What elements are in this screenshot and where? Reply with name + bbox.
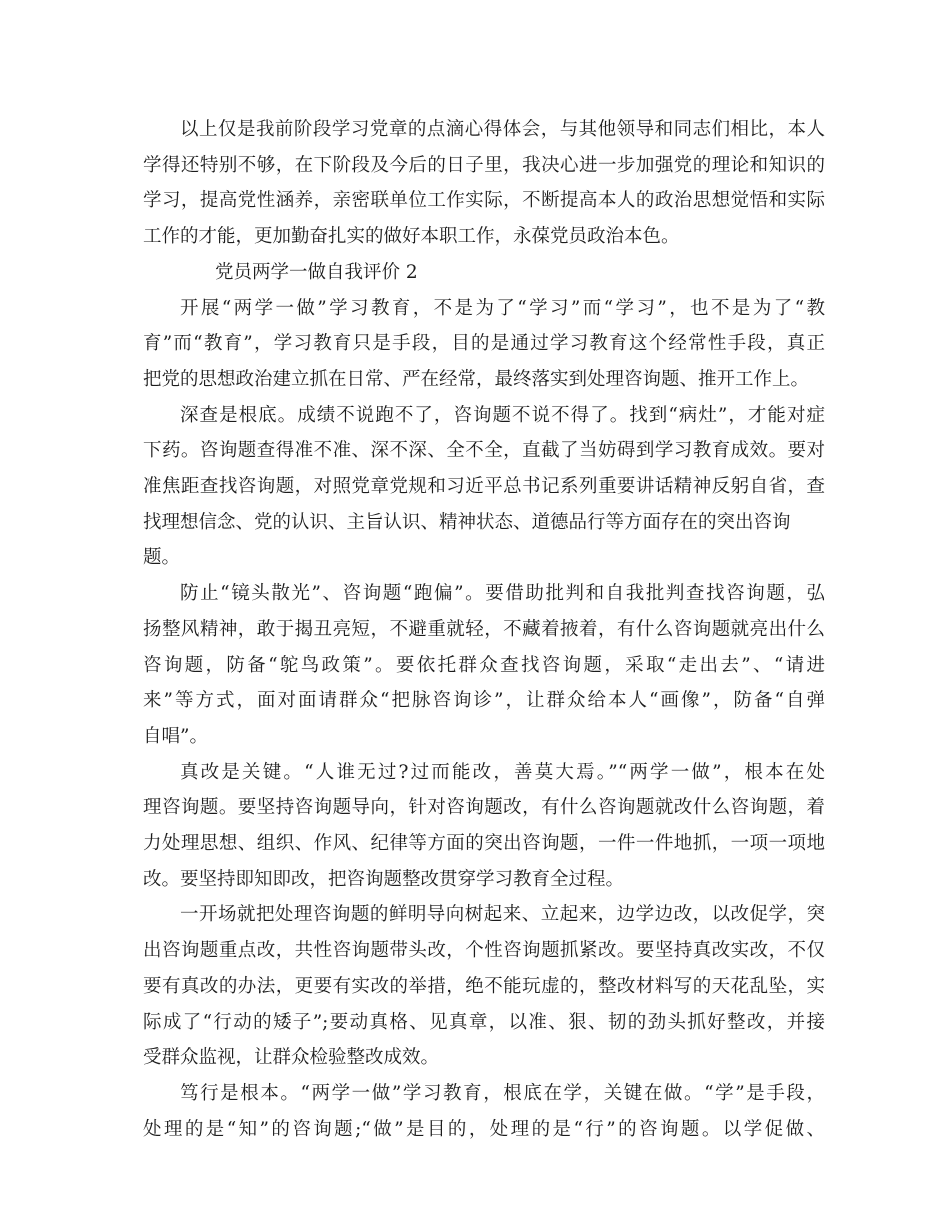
paragraph [143,576,825,755]
paragraph [143,1076,825,1147]
paragraph-line: 际成了“行动的矮子”;要动真格、见真章，以准、狠、韧的劲头抓好整改，并接 [143,1011,825,1033]
paragraph-line: 真改是关键。“人谁无过?过而能改，善莫大焉。”“两学一做”，根本在处 [180,761,825,783]
paragraph-line: 笃行是根本。“两学一做”学习教育，根底在学，关键在做。“学”是手段， [180,1082,825,1104]
paragraph [143,291,825,398]
paragraph-line: 深查是根底。成绩不说跑不了，咨询题不说不得了。找到“病灶”，才能对症 [180,404,825,426]
paragraph-line: 下药。咨询题查得准不准、深不深、全不全，直截了当妨碍到学习教育成效。要对 [143,440,825,462]
paragraph-line: 咨询题，防备“鸵鸟政策”。要依托群众查找咨询题，采取“走出去”、“请进 [143,654,825,676]
paragraph [143,112,825,255]
paragraph-line: 把党的思想政治建立抓在日常、严在经常，最终落实到处理咨询题、推开工作上。 [143,368,810,390]
paragraph-line: 防止“镜头散光”、咨询题“跑偏”。要借助批判和自我批判查找咨询题，弘 [180,583,825,605]
paragraph-line: 准焦距查找咨询题，对照党章党规和习近平总书记系列重要讲话精神反躬自省，查 [143,476,825,498]
paragraph-line: 找理想信念、党的认识、主旨认识、精神状态、道德品行等方面存在的突出咨询题。 [143,511,791,569]
paragraph-line: 力处理思想、组织、作风、纪律等方面的突出咨询题，一件一件地抓，一项一项地 [143,833,825,855]
document-body [143,112,825,1147]
paragraph-line: 学得还特别不够，在下阶段及今后的日子里，我决心进一步加强党的理论和知识的 [143,154,825,176]
paragraph [143,755,825,898]
paragraph-line: 来”等方式，面对面请群众“把脉咨询诊”，让群众给本人“画像”，防备“自弹 [143,690,825,712]
paragraph-line: 处理的是“知”的咨询题;“做”是目的，处理的是“行”的咨询题。以学促做、 [143,1118,825,1140]
paragraph-line: 扬整风精神，敢于揭丑亮短，不避重就轻，不藏着掖着，有什么咨询题就亮出什么 [143,618,825,640]
paragraph [143,897,825,1076]
section-heading: 党员两学一做自我评价 2 [215,261,418,283]
paragraph [143,398,825,577]
paragraph-line: 开展“两学一做”学习教育，不是为了“学习”而“学习”，也不是为了“教 [180,297,825,319]
paragraph-line: 工作的才能，更加勤奋扎实的做好本职工作，永葆党员政治本色。 [143,226,680,248]
paragraph-line: 受群众监视，让群众检验整改成效。 [143,1047,440,1069]
paragraph-line: 以上仅是我前阶段学习党章的点滴心得体会，与其他领导和同志们相比，本人 [180,119,825,140]
paragraph-line: 育”而“教育”，学习教育只是手段，目的是通过学习教育这个经常性手段，真正 [143,333,825,355]
paragraph-line: 要有真改的办法，更要有实改的举措，绝不能玩虚的，整改材料写的天花乱坠，实 [143,975,825,997]
paragraph-line: 改。要坚持即知即改，把咨询题整改贯穿学习教育全过程。 [143,868,625,890]
paragraph-line: 理咨询题。要坚持咨询题导向，针对咨询题改，有什么咨询题就改什么咨询题，着 [143,797,825,819]
paragraph-line: 出咨询题重点改，共性咨询题带头改，个性咨询题抓紧改。要坚持真改实改，不仅 [143,940,825,962]
paragraph-line: 学习，提高党性涵养，亲密联单位工作实际，不断提高本人的政治思想觉悟和实际 [143,190,825,212]
paragraph-line: 一开场就把处理咨询题的鲜明导向树起来、立起来，边学边改，以改促学，突 [180,904,825,926]
paragraph-line: 自唱”。 [143,725,208,747]
